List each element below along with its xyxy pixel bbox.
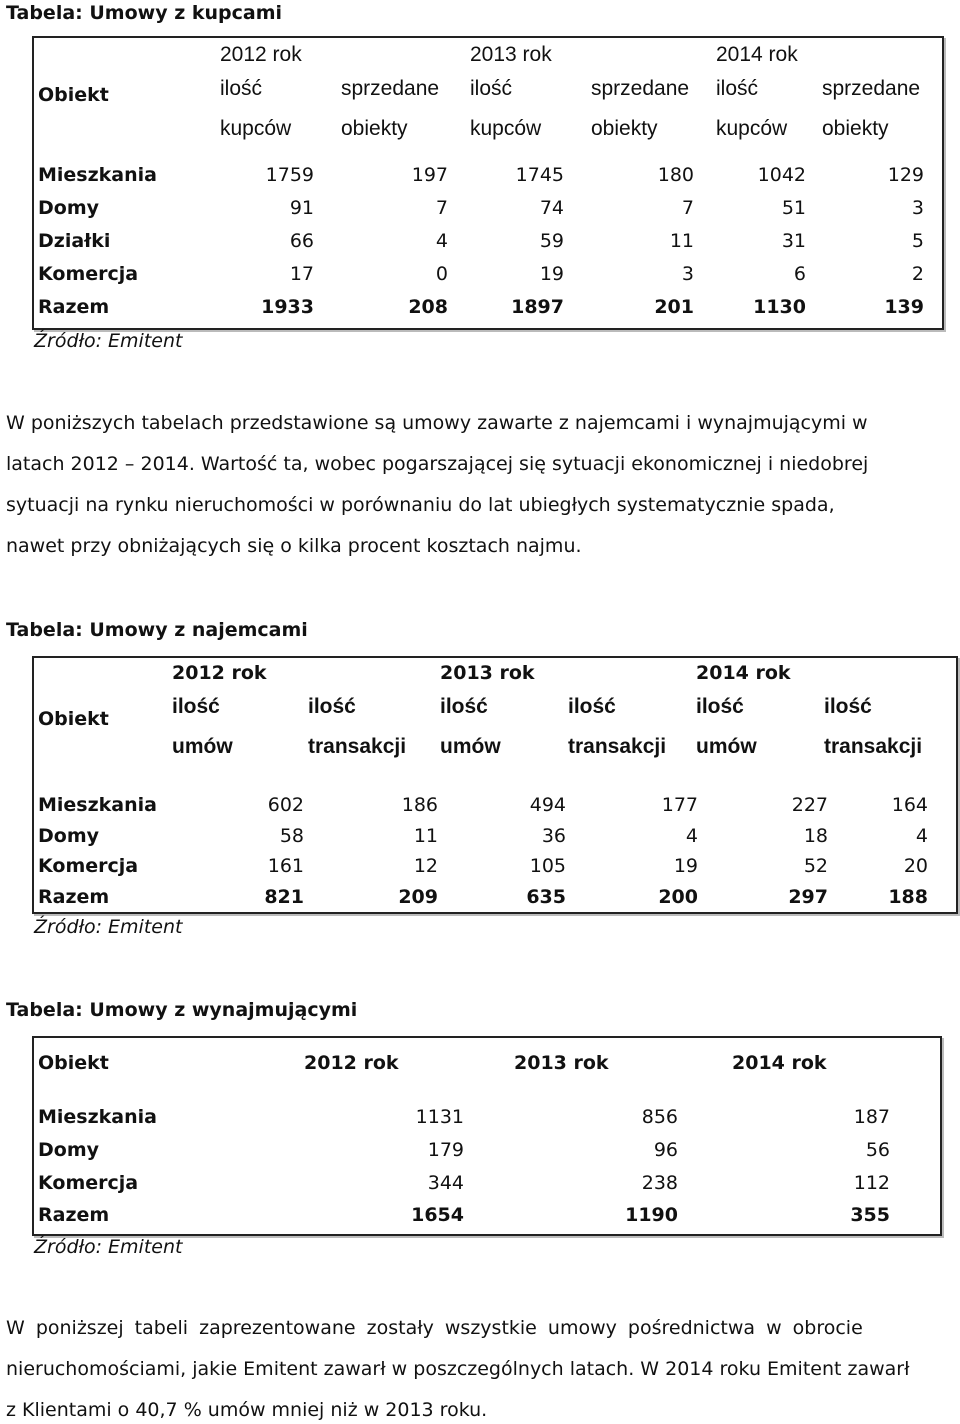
subheader-2: obiekty: [591, 117, 658, 140]
cell-value: 1759: [265, 164, 314, 186]
cell-value: 11: [669, 230, 694, 252]
paragraph-line: latach 2012 – 2014. Wartość ta, wobec pogarszającej się sytuacji ekonomicznej i niedobrej: [6, 453, 869, 475]
table-buyers: [32, 36, 944, 330]
header-year-2014: 2014 rok: [716, 43, 798, 66]
subheader-2: transakcji: [824, 735, 923, 758]
cell-value: 3: [911, 197, 924, 219]
cell-value: 177: [661, 794, 698, 816]
row-label: Mieszkania: [38, 794, 157, 816]
header-year-2013: 2013 rok: [470, 43, 552, 66]
cell-value: 0: [435, 263, 448, 285]
row-label: Mieszkania: [38, 1106, 157, 1128]
cell-value: 635: [526, 886, 566, 908]
cell-value: 12: [413, 855, 438, 877]
cell-value: 31: [781, 230, 806, 252]
subheader-2: umów: [696, 735, 757, 758]
source-note: Źródło: Emitent: [34, 916, 183, 938]
subheader-2: transakcji: [308, 735, 407, 758]
cell-value: 208: [408, 296, 448, 318]
cell-value: 7: [435, 197, 448, 219]
cell-value: 209: [398, 886, 438, 908]
cell-value: 129: [887, 164, 924, 186]
cell-value: 355: [850, 1204, 890, 1226]
source-note: Źródło: Emitent: [34, 330, 183, 352]
row-label: Domy: [38, 825, 100, 847]
subheader-1: ilość: [470, 77, 513, 100]
row-label: Razem: [38, 886, 110, 908]
cell-value: 344: [427, 1172, 464, 1194]
table-tenants: [32, 656, 958, 914]
cell-value: 58: [279, 825, 304, 847]
row-label: Komercja: [38, 855, 139, 877]
header-obiekt: Obiekt: [38, 84, 109, 106]
subheader-1: ilość: [716, 77, 759, 100]
cell-value: 297: [788, 886, 828, 908]
cell-value: 52: [803, 855, 828, 877]
subheader-2: umów: [172, 735, 233, 758]
header-year-2014: 2014 rok: [696, 662, 791, 684]
cell-value: 19: [673, 855, 698, 877]
cell-value: 187: [853, 1106, 890, 1128]
paragraph-line: z Klientami o 40,7 % umów mniej niż w 2013 roku.: [6, 1399, 488, 1421]
row-label: Domy: [38, 197, 100, 219]
cell-value: 51: [781, 197, 806, 219]
header-year-2013: 2013 rok: [440, 662, 535, 684]
row-label: Komercja: [38, 263, 139, 285]
cell-value: 112: [853, 1172, 890, 1194]
row-label: Komercja: [38, 1172, 139, 1194]
cell-value: 1190: [625, 1204, 678, 1226]
cell-value: 180: [657, 164, 694, 186]
subheader-1: ilość: [308, 695, 356, 718]
row-label: Mieszkania: [38, 164, 157, 186]
cell-value: 227: [791, 794, 828, 816]
cell-value: 494: [529, 794, 566, 816]
subheader-1: ilość: [696, 695, 744, 718]
subheader-1: sprzedane: [822, 77, 921, 100]
cell-value: 856: [641, 1106, 678, 1128]
cell-value: 2: [911, 263, 924, 285]
cell-value: 4: [435, 230, 448, 252]
cell-value: 36: [541, 825, 566, 847]
subheader-1: sprzedane: [341, 77, 440, 100]
paragraph-line: sytuacji na rynku nieruchomości w porównaniu do lat ubiegłych systematycznie spada,: [6, 494, 835, 516]
row-label: Razem: [38, 296, 110, 318]
subheader-1: ilość: [440, 695, 488, 718]
paragraph-line: W poniższych tabelach przedstawione są umowy zawarte z najemcami i wynajmującymi w: [6, 412, 868, 434]
cell-value: 201: [654, 296, 694, 318]
subheader-1: ilość: [220, 77, 263, 100]
cell-value: 59: [539, 230, 564, 252]
paragraph-line: W poniższej tabeli zaprezentowane zostały wszystkie umowy pośrednictwa w obrocie: [6, 1317, 863, 1339]
row-label: Działki: [38, 230, 111, 252]
cell-value: 161: [267, 855, 304, 877]
table3-title: Tabela: Umowy z wynajmującymi: [6, 999, 358, 1021]
paragraph-line: nieruchomościami, jakie Emitent zawarł w poszczególnych latach. W 2014 roku Emitent zawarł: [6, 1358, 910, 1380]
table-landlords: [32, 1036, 942, 1236]
cell-value: 56: [865, 1139, 890, 1161]
subheader-2: obiekty: [822, 117, 889, 140]
cell-value: 7: [681, 197, 694, 219]
subheader-1: sprzedane: [591, 77, 690, 100]
header-year-2012: 2012 rok: [220, 43, 302, 66]
row-label: Domy: [38, 1139, 100, 1161]
header-obiekt: Obiekt: [38, 708, 109, 730]
cell-value: 139: [884, 296, 924, 318]
subheader-1: ilość: [824, 695, 872, 718]
cell-value: 602: [267, 794, 304, 816]
header-year-2014: 2014 rok: [732, 1052, 827, 1074]
subheader-1: ilość: [172, 695, 220, 718]
cell-value: 19: [539, 263, 564, 285]
header-year-2012: 2012 rok: [172, 662, 267, 684]
header-year-2012: 2012 rok: [304, 1052, 399, 1074]
cell-value: 91: [289, 197, 314, 219]
subheader-2: kupców: [220, 117, 292, 140]
cell-value: 1897: [511, 296, 564, 318]
paragraph-line: nawet przy obniżających się o kilka procent kosztach najmu.: [6, 535, 582, 557]
cell-value: 96: [653, 1139, 678, 1161]
cell-value: 4: [915, 825, 928, 847]
source-note: Źródło: Emitent: [34, 1236, 183, 1258]
subheader-2: umów: [440, 735, 501, 758]
cell-value: 164: [891, 794, 928, 816]
cell-value: 1130: [753, 296, 806, 318]
cell-value: 179: [427, 1139, 464, 1161]
cell-value: 186: [401, 794, 438, 816]
subheader-2: kupców: [470, 117, 542, 140]
cell-value: 3: [681, 263, 694, 285]
cell-value: 20: [903, 855, 928, 877]
cell-value: 197: [411, 164, 448, 186]
cell-value: 11: [413, 825, 438, 847]
cell-value: 17: [289, 263, 314, 285]
table2-title: Tabela: Umowy z najemcami: [6, 619, 308, 641]
cell-value: 5: [911, 230, 924, 252]
subheader-2: kupców: [716, 117, 788, 140]
subheader-2: obiekty: [341, 117, 408, 140]
subheader-2: transakcji: [568, 735, 667, 758]
header-obiekt: Obiekt: [38, 1052, 109, 1074]
cell-value: 18: [803, 825, 828, 847]
cell-value: 188: [888, 886, 928, 908]
header-year-2013: 2013 rok: [514, 1052, 609, 1074]
row-label: Razem: [38, 1204, 110, 1226]
cell-value: 200: [658, 886, 698, 908]
cell-value: 74: [539, 197, 564, 219]
cell-value: 1745: [515, 164, 564, 186]
cell-value: 66: [289, 230, 314, 252]
cell-value: 105: [529, 855, 566, 877]
subheader-1: ilość: [568, 695, 616, 718]
cell-value: 1654: [411, 1204, 464, 1226]
cell-value: 6: [793, 263, 806, 285]
cell-value: 4: [685, 825, 698, 847]
cell-value: 821: [264, 886, 304, 908]
cell-value: 238: [641, 1172, 678, 1194]
cell-value: 1933: [261, 296, 314, 318]
table1-title: Tabela: Umowy z kupcami: [6, 2, 283, 24]
cell-value: 1131: [415, 1106, 464, 1128]
cell-value: 1042: [757, 164, 806, 186]
